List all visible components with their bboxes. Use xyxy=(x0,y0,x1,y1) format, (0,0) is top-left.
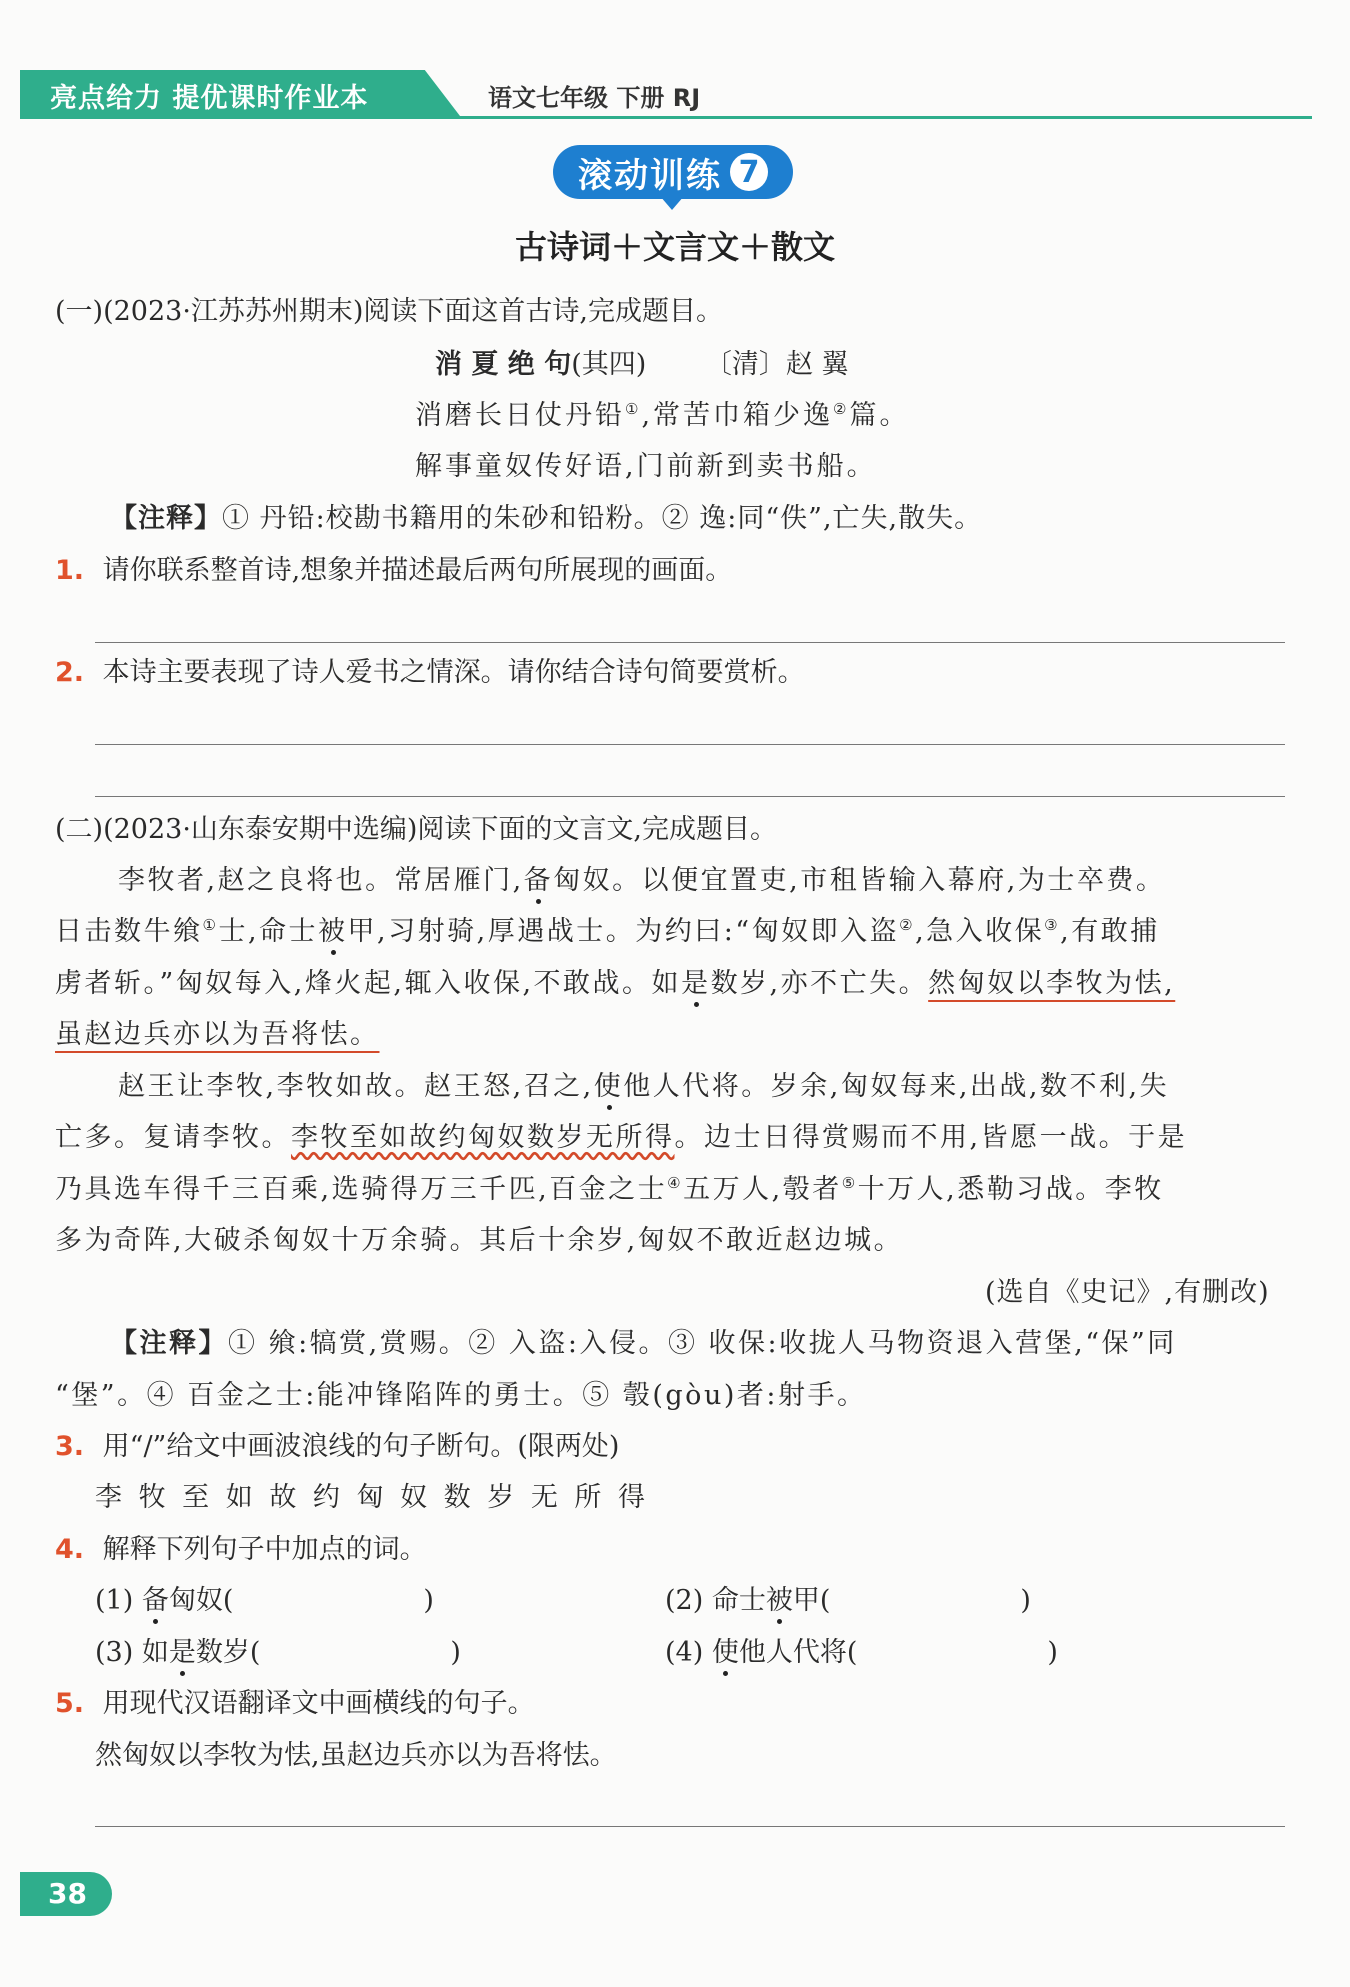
poem-title: 消 夏 绝 句 xyxy=(435,349,572,380)
dotted-word: 是 xyxy=(168,1637,196,1668)
item-text: 数岁( xyxy=(195,1637,261,1668)
q4-item-1 xyxy=(95,1585,434,1617)
question-5 xyxy=(55,1688,535,1720)
badge-number: 7 xyxy=(730,153,768,191)
poem-title-note: (其四) xyxy=(571,349,647,380)
dotted-word: 被 xyxy=(765,1585,793,1616)
passage-text: 五万人,彀者 xyxy=(683,1174,842,1205)
passage-text: 虏者斩。”匈奴每入,烽火起,辄入收保,不敢战。如 xyxy=(55,968,682,999)
passage-line xyxy=(55,1122,1187,1154)
note-ref: ⑤ xyxy=(841,1174,858,1192)
subject-info: 语文七年级 下册 RJ xyxy=(488,84,701,112)
passage-text: 。边士日得赏赐而不用,皆愿一战。于是 xyxy=(674,1122,1188,1153)
passage-text: 李牧者,赵之良将也。常居雁门, xyxy=(118,865,524,896)
part2-intro: (二)(2023·山东泰安期中选编)阅读下面的文言文,完成题目。 xyxy=(55,814,778,845)
q3-sentence[interactable]: 李 牧 至 如 故 约 匈 奴 数 岁 无 所 得 xyxy=(95,1482,649,1513)
notes-text: ① 丹铅:校勘书籍用的朱砂和铅粉。② 逸:同“佚”,亡失,散失。 xyxy=(222,503,983,534)
note-ref: ① xyxy=(625,400,642,418)
dotted-word: 使 xyxy=(593,1071,624,1102)
poem-author: 〔清〕赵 翼 xyxy=(704,349,849,380)
note-ref: ④ xyxy=(667,1174,684,1192)
passage-line xyxy=(55,1174,1164,1206)
passage-text: 日击数牛飨 xyxy=(55,916,203,947)
q5-sentence: 然匈奴以李牧为怯,虽赵边兵亦以为吾将怯。 xyxy=(95,1740,617,1771)
passage-line xyxy=(118,865,1165,897)
poem-line-1 xyxy=(415,400,910,432)
question-4 xyxy=(55,1534,427,1566)
passage-line: 多为奇阵,大破杀匈奴十万余骑。其后十余岁,匈奴不敢近赵边城。 xyxy=(55,1225,904,1256)
passage-text: ,有敢捕 xyxy=(1060,916,1160,947)
dotted-word: 被 xyxy=(318,916,348,947)
question-number: 2. xyxy=(55,657,85,688)
note-ref: ② xyxy=(833,400,850,418)
poem-line-1-text: ,常苦巾箱少逸 xyxy=(641,400,834,431)
question-number: 3. xyxy=(55,1431,85,1462)
item-text: ) xyxy=(450,1637,461,1668)
q4-item-2 xyxy=(665,1585,1031,1617)
answer-line[interactable] xyxy=(95,744,1285,745)
question-text: 解释下列句子中加点的词。 xyxy=(102,1534,427,1565)
passage-notes xyxy=(110,1328,1177,1360)
wavy-sentence: 李牧至如故约匈奴数岁无所得 xyxy=(291,1122,675,1153)
passage-line xyxy=(118,1071,1169,1103)
poem-line-1-text: 消磨长日仗丹铅 xyxy=(415,400,625,431)
notes-text: ① 飨:犒赏,赏赐。② 入盗:入侵。③ 收保:收拢人马物资退入营堡,“保”同 xyxy=(228,1328,1177,1359)
poem-title-line xyxy=(435,349,848,381)
notes-label: 【注释】 xyxy=(110,1328,228,1359)
question-text: 用“/”给文中画波浪线的句子断句。(限两处) xyxy=(102,1431,620,1462)
item-text: (2) 命士 xyxy=(665,1585,766,1616)
passage-text: 甲,习射骑,厚遇战士。为约曰:“匈奴即入盗 xyxy=(347,916,900,947)
passage-line xyxy=(55,968,1175,1000)
note-ref: ② xyxy=(899,916,916,934)
item-text: ) xyxy=(423,1585,434,1616)
poem-line-2: 解事童奴传好语,门前新到卖书船。 xyxy=(415,451,877,482)
question-text: 用现代汉语翻译文中画横线的句子。 xyxy=(102,1688,535,1719)
series-title: 亮点给力 提优课时作业本 xyxy=(50,83,369,114)
passage-line xyxy=(55,1019,380,1051)
question-1 xyxy=(55,555,732,587)
question-number: 5. xyxy=(55,1688,85,1719)
item-text: 他人代将( xyxy=(738,1637,858,1668)
item-text: (1) xyxy=(95,1585,142,1616)
dotted-word: 是 xyxy=(681,968,711,999)
note-ref: ③ xyxy=(1044,916,1061,934)
question-2 xyxy=(55,657,805,689)
header-divider xyxy=(20,116,1312,119)
passage-line xyxy=(55,916,1160,948)
passage-text: 赵王让李牧,李牧如故。赵王怒,召之, xyxy=(118,1071,594,1102)
badge-pointer xyxy=(660,196,684,210)
question-text: 请你联系整首诗,想象并描述最后两句所展现的画面。 xyxy=(102,555,733,586)
passage-notes-cont: “堡”。④ 百金之士:能冲锋陷阵的勇士。⑤ 彀(gòu)者:射手。 xyxy=(55,1380,867,1411)
passage-source: (选自《史记》,有删改) xyxy=(985,1277,1270,1308)
item-text: (3) 如 xyxy=(95,1637,169,1668)
page-number: 38 xyxy=(48,1877,87,1910)
answer-line[interactable] xyxy=(95,1826,1285,1827)
underlined-sentence: 虽赵边兵亦以为吾将怯。 xyxy=(55,1019,380,1050)
answer-line[interactable] xyxy=(95,642,1285,643)
question-number: 4. xyxy=(55,1534,85,1565)
passage-text: ,急入收保 xyxy=(915,916,1045,947)
answer-line[interactable] xyxy=(95,796,1285,797)
question-number: 1. xyxy=(55,555,85,586)
q4-item-4 xyxy=(665,1637,1058,1669)
poem-line-1-text: 篇。 xyxy=(849,400,910,431)
passage-text: 他人代将。岁余,匈奴每来,出战,数不利,失 xyxy=(623,1071,1170,1102)
item-text: 甲( xyxy=(792,1585,831,1616)
passage-text: 士,命士 xyxy=(218,916,319,947)
passage-text: 亡多。复请李牧。 xyxy=(55,1122,291,1153)
dotted-word: 备 xyxy=(523,865,554,896)
q4-item-3 xyxy=(95,1637,461,1669)
badge-label: 滚动训练 xyxy=(578,155,722,196)
passage-text: 十万人,悉勒习战。李牧 xyxy=(857,1174,1164,1205)
note-ref: ① xyxy=(202,916,219,934)
notes-label: 【注释】 xyxy=(110,503,222,534)
question-text: 本诗主要表现了诗人爱书之情深。请你结合诗句简要赏析。 xyxy=(102,657,805,688)
section-badge xyxy=(553,145,793,199)
item-text: ) xyxy=(1020,1585,1031,1616)
passage-text: 乃具选车得千三百乘,选骑得万三千匹,百金之士 xyxy=(55,1174,668,1205)
passage-text: 数岁,亦不亡失。 xyxy=(710,968,929,999)
passage-text: 匈奴。以便宜置吏,市租皆输入幕府,为士卒费。 xyxy=(553,865,1166,896)
section-subtitle: 古诗词＋文言文＋散文 xyxy=(514,228,835,266)
underlined-sentence: 然匈奴以李牧为怯, xyxy=(928,968,1176,999)
dotted-word: 使 xyxy=(711,1637,739,1668)
poem-notes xyxy=(110,503,982,535)
dotted-word: 备 xyxy=(141,1585,169,1616)
question-3 xyxy=(55,1431,619,1463)
item-text: (4) xyxy=(665,1637,712,1668)
item-text: ) xyxy=(1047,1637,1058,1668)
part1-intro: (一)(2023·江苏苏州期末)阅读下面这首古诗,完成题目。 xyxy=(55,296,724,327)
item-text: 匈奴( xyxy=(168,1585,234,1616)
